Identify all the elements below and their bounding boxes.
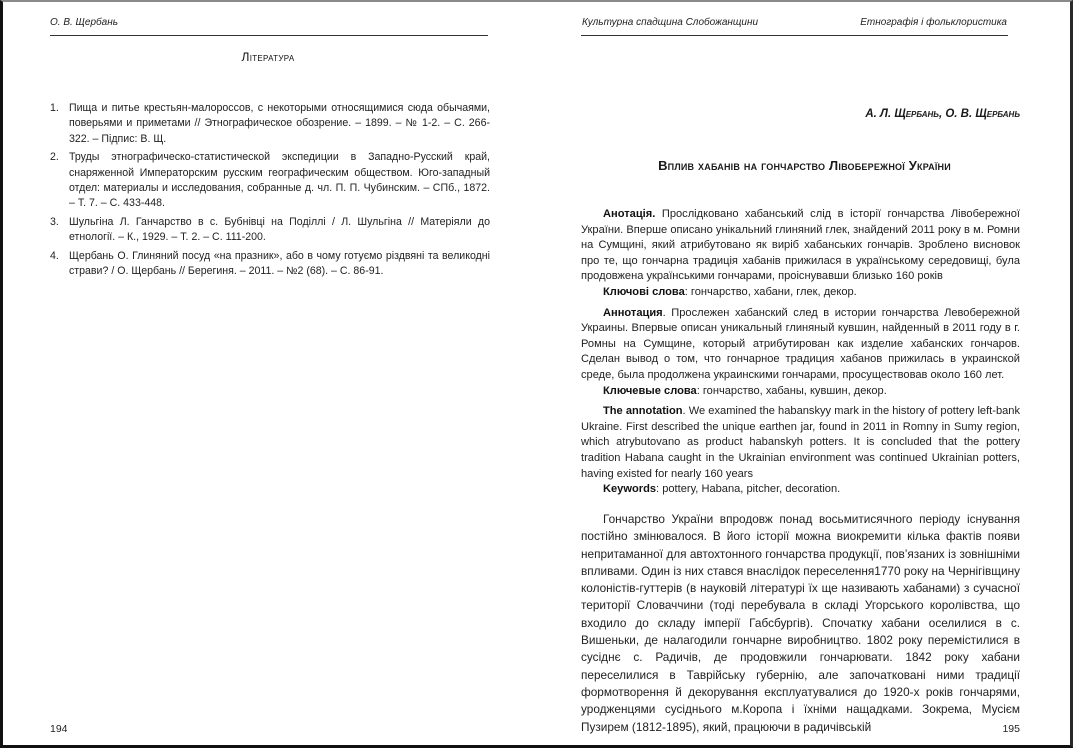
reference-number: 1. (50, 102, 59, 114)
right-page (536, 0, 1073, 748)
running-head-section: Етнографія і фольклористика (860, 17, 1007, 28)
abstract-text: Прослідковано хабанський слід в історії гончарства Лівобережної України. Вперше описано унікальний глиняний глек, знайдений 2011 року в м. Ромни на Сумщині, який атрибутовано як виріб хабанських гончарів. Зроблено висновок про те, що гончарна традиція хабанів прижилася в українському середовищі, була продовжена українськими гончарами, проіснувавши близько 160 років (581, 208, 1020, 283)
abstract-ukrainian (581, 207, 1020, 285)
reference-item (50, 249, 490, 280)
reference-item (50, 101, 490, 147)
keywords-ukrainian (581, 285, 1020, 301)
reference-item (50, 215, 490, 246)
reference-number: 2. (50, 151, 59, 164)
reference-text: Щербань О. Глиняний посуд «на празник», або в чому готуємо різдвяні та великодні страви? / О. Щербань // Берегиня. – 2011. – №2 (68). – С. 86-91. (69, 249, 490, 278)
reference-number: 4. (50, 249, 59, 262)
page-number-left: 194 (50, 723, 68, 735)
abstract-label: The annotation (603, 405, 683, 418)
keywords-text: : гончарство, хабани, глек, декор. (684, 285, 857, 298)
running-head-author: О. В. Щербань (50, 17, 118, 28)
reference-item (50, 150, 490, 212)
keywords-english (581, 482, 1020, 498)
abstract-label: Аннотация (603, 306, 663, 319)
reference-text: Пища и питье крестьян-малороссов, с некоторыми относящимися сюда обычаями, поверьями и приметами // Этнографическое обозрение. – 1899. – № 1-2. – С. 266-322. – Підпис: В. Щ. (69, 102, 490, 145)
running-head-journal: Культурна спадщина Слобожанщини (582, 17, 759, 28)
reference-text: Шульгіна Л. Ганчарство в с. Бубнівці на Поділлі / Л. Шульгіна // Матеріяли до етнології. – К., 1929. – Т. 2. – С. 111-200. (69, 215, 490, 244)
main-paragraph: Гончарство України впродовж понад восьмитисячного періоду існування постійно змінювалося. В його історії можна виокремити кілька фактів появи непритаманної для автохтонного гончарства продукції, пов’язаних із зовнішніми впливами. Один із них стався внаслідок переселення1770 року на Чернігівщину колоністів-гуттерів (в науковій літературі їх ще називають хабанами) з сучасної території Словаччини (тоді перебувала в складі Угорського королівства, що входило до складу імперії Габсбургів). Спочатку хабани оселилися в с. Вишеньки, де налагодили гончарне виробництво. 1802 року перемістилися в сусіднє с. Радичів, де продовжили гончарювати. 1842 року хабани переселилися в Таврійську губернію, але започатковані ними традиції формотворення й декорування експлуатувалися до 1920-х років гончарями, уродженцями сусіднього м.Коропа і їхніми нащадками. Зокрема, Мусієм Пузирем (1812-1895), який, працюючи в радичівській (581, 512, 1020, 734)
abstract-label: Анотація. (603, 208, 656, 220)
header-rule (581, 35, 1008, 36)
abstract-text: . Прослежен хабанский след в истории гончарства Левобережной Украины. Впервые описан уникальный глиняный кувшин, найденный в 2011 году в г. Ромны на Сумщине, который атрибутирован как изделие хабанских гончаров. Сделан вывод о том, что гончарное традиция хабанов прижилась в украинской среде, была продолжена украинскими гончарами, просуществовав около 160 лет. (581, 306, 1020, 381)
page-number-right: 195 (1002, 723, 1020, 735)
left-page (0, 0, 536, 748)
article-authors: А. Л. Щербань, О. В. Щербань (865, 108, 1020, 120)
reference-list (50, 101, 490, 282)
main-text-block (581, 511, 1020, 736)
keywords-text: : гончарство, хабаны, кувшин, декор. (696, 384, 887, 397)
abstract-text: . We examined the habanskyy mark in the history of pottery left-bank Ukraine. First described the unique earthen jar, found in 2011 in Romny in Sumy region, which atrybutovano as product habanskyh potters. It is concluded that the pottery tradition Habana caught in the Ukrainian environment was continued Ukrainian potters, having existed for nearly 160 years (581, 405, 1021, 480)
article-title: Вплив хабанів на гончарство Лівобережної України (658, 158, 951, 173)
section-title: Література (241, 50, 295, 64)
keywords-russian (581, 384, 1020, 400)
keywords-label: Keywords (603, 483, 657, 496)
keywords-label: Ключевые слова (603, 384, 697, 397)
abstract-russian (581, 306, 1020, 384)
header-rule (50, 35, 488, 36)
keywords-label: Ключові слова (603, 285, 685, 298)
keywords-text: : pottery, Habana, pitcher, decoration. (656, 483, 841, 496)
abstract-english (581, 404, 1020, 482)
reference-text: Труды этнографическо-статистической экспедиции в Западно-Русский край, снаряженной Императорским русским географическим обществом. Юго-западный отдел: материалы и исследования, собранные д. чл. П. П. Чубинским. – СПб., 1872. – Т. 7. – С. 433-448. (69, 151, 490, 210)
abstracts-block (581, 207, 1020, 498)
reference-number: 3. (50, 215, 59, 228)
